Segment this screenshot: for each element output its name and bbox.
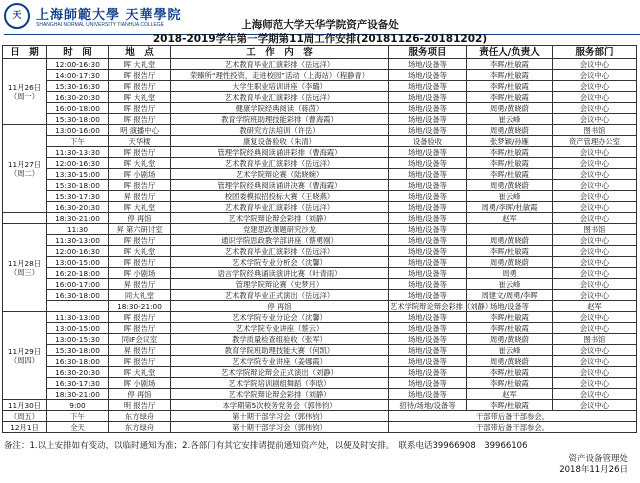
date-cell [3,400,47,411]
time-cell: 12:00-16:30 [47,158,109,169]
service-cell: 招待/场地/设备等 [389,400,467,411]
schedule-table [2,45,637,433]
table-row [3,345,637,356]
note-cell [389,422,637,433]
venue-cell: 明 演播中心 [109,125,171,136]
time-cell: 11:30-13:00 [47,312,109,323]
table-row [3,323,637,334]
header-venue: 地 点 [109,46,171,59]
time-cell: 13:00-15:00 [47,257,109,268]
service-cell: 场地/设备等 [389,180,467,191]
signature-date: 2018年11月26日 [559,465,628,475]
date-label: 12月1日 [10,422,39,432]
venue-cell: 东方绿舟 [109,422,171,433]
weekday-label: （周二） [9,168,40,178]
venue-cell: 昇 第六研讨室 [109,224,171,235]
owner-cell: 李晖/杜敏霞 [467,367,553,378]
service-cell: 场地/设备等 [389,290,467,301]
table-row [3,92,637,103]
table-row [3,213,637,224]
header-time: 时 间 [47,46,109,59]
time-cell: 11:30-13:00 [47,235,109,246]
service-cell: 场地/设备等 [389,334,467,345]
time-cell: 18:30-21:00 [47,389,109,400]
venue-cell: 天华楼 [109,136,171,147]
table-row [3,235,637,246]
venue-cell: 晖 大礼堂 [109,92,171,103]
content-cell: 本学期第5次校务党务会（郭伟钧） [171,400,389,411]
service-cell: 场地/设备等 [389,389,467,400]
service-cell: 场地/设备等 [389,323,467,334]
service-cell: 场地/设备等 [389,114,467,125]
venue-cell: 昇 报告厅 [109,345,171,356]
venue-cell: 停 再馆 [171,301,389,312]
venue-cell: 同IF会议室 [109,334,171,345]
content-cell: 大学生职业培训讲座（李璐） [171,81,389,92]
signature-department: 资产设备管理处 [568,454,628,464]
content-cell: 教育学院班助理技能彩排（曹海霞） [171,114,389,125]
table-row [3,180,637,191]
owner-cell: 李晖/杜敏霞 [467,246,553,257]
owner-cell: 赵军 [553,301,637,312]
note-text: 干部带后备干部参会。 [476,411,549,421]
weekday-label: （周四） [9,355,40,365]
venue-cell: 昇 报告厅 [109,279,171,290]
content-cell: 艺术学院辩论辩会正式演出（刘静） [171,367,389,378]
time-cell: 下午 [47,411,109,422]
time-cell: 9:00 [47,400,109,411]
content-cell: 管理学院经典阅读诵讲决赛（曹海霞） [171,180,389,191]
date-cell [3,213,47,224]
service-cell: 场地/设备等 [389,147,467,158]
header-service: 服务项目 [389,46,467,59]
date-label: 11月29日 [7,346,42,356]
content-cell: 管理学院辩论赛（史梦月） [171,279,389,290]
time-cell: 11:30-13:30 [47,147,109,158]
table-row [3,136,637,147]
time-cell: 15:30-17:30 [47,191,109,202]
table-row [3,334,637,345]
owner-cell: 赵军 [467,213,553,224]
owner-cell: 李晖/杜敏霞 [467,81,553,92]
time-cell: 15:30-16:30 [47,81,109,92]
owner-cell: 李晖/杜敏霞 [467,378,553,389]
department-cell: 图书馆 [553,224,637,235]
time-cell: 18:30-21:00 [109,301,171,312]
service-cell: 场地/设备等 [389,279,467,290]
table-row [3,268,637,279]
department-cell: 会议中心 [553,158,637,169]
table-row [3,389,637,400]
department-cell: 会议中心 [553,257,637,268]
owner-cell: 李晖/杜敏霞 [467,70,553,81]
document-subtitle: 2018-2019学年第一学期第11周工作安排(20181126-20181202) [152,33,488,45]
content-cell: 荣臻所“理性投资，走进校园”活动（上海站）（程静青） [171,70,389,81]
header-owner: 责任人/负责人 [467,46,553,59]
weekday-label: （周一） [9,91,40,101]
owner-cell [467,224,553,235]
service-cell: 场地/设备等 [389,213,467,224]
venue-cell: 晖 报告厅 [109,257,171,268]
department-cell: 会议中心 [553,400,637,411]
owner-cell: 周勇 [467,268,553,279]
service-cell: 场地/设备等 [389,246,467,257]
content-cell: 艺术学院专业分论会（沈馨） [171,312,389,323]
table-row [3,422,637,433]
college-seal-icon: 天 [4,3,30,29]
table-row [3,147,637,158]
venue-cell: 晖 大礼堂 [109,158,171,169]
table-row [3,378,637,389]
owner-cell: 李晖/杜敏霞 [467,92,553,103]
department-cell: 会议中心 [553,81,637,92]
owner-cell: 周勇/黄晓蔚 [467,235,553,246]
venue-cell: 明 报告厅 [109,400,171,411]
service-cell: 场地/设备等 [389,345,467,356]
content-cell: 艺术学院辩论辩会彩排（刘静） [171,213,389,224]
time-cell: 15:30-18:00 [47,114,109,125]
department-cell: 会议中心 [553,367,637,378]
department-cell: 会议中心 [553,70,637,81]
time-cell: 15:30-18:00 [47,345,109,356]
service-cell: 设备验收 [389,136,467,147]
owner-cell: 崔云峰 [467,345,553,356]
content-cell: 艺术教育毕业汇演彩排（岳远洋） [171,59,389,70]
date-cell [47,301,109,312]
service-cell: 场地/设备等 [389,81,467,92]
venue-cell: 晖 报告厅 [109,312,171,323]
weekday-label: （周三） [9,267,40,277]
department-cell: 会议中心 [553,268,637,279]
table-row [3,301,637,312]
time-cell: 13:00-15:00 [47,323,109,334]
content-cell: 校团委模拟招投标大赛（王晓燕） [171,191,389,202]
time-cell: 12:00-16:30 [47,59,109,70]
table-row [3,125,637,136]
table-row [3,202,637,213]
department-cell: 会议中心 [553,235,637,246]
time-cell: 15:30-18:00 [47,180,109,191]
owner-cell: 周勇/李晖/杜敏霞 [467,202,553,213]
department-cell: 会议中心 [553,92,637,103]
owner-cell: 李晖/杜敏霞 [467,158,553,169]
time-cell: 16:20-18:00 [47,268,109,279]
time-cell: 13:00-15:30 [47,334,109,345]
service-cell: 场地/设备等 [389,268,467,279]
table-row [3,114,637,125]
content-cell: 艺术教育毕业汇演彩排（岳远洋） [171,92,389,103]
owner-cell: 周勇/黄晓蔚 [467,125,553,136]
venue-cell: 停 再馆 [109,389,171,400]
department-cell: 会议中心 [553,202,637,213]
content-cell: 艺术学院辩论辩会彩排（刘静） [390,301,493,311]
table-row [3,246,637,257]
content-cell: 艺术教育毕业汇演彩排（岳远洋） [171,246,389,257]
logo-text-cn: 上海師範大學 天華學院 [36,8,182,23]
table-row [3,81,637,92]
table-row [3,224,637,235]
time-cell: 下午 [47,136,109,147]
time-cell: 16:30-20:30 [47,367,109,378]
owner-cell: 张梦颖/孙雁 [467,136,553,147]
content-cell: 艺术学院专业讲座（姜娜霞） [171,356,389,367]
department-cell: 会议中心 [553,312,637,323]
table-header-row [3,46,637,59]
service-cell: 场地/设备等 [389,312,467,323]
content-cell: 艺术学院培训剧组舞蹈（李晗） [171,378,389,389]
service-cell: 场地/设备等 [389,367,467,378]
venue-cell: 晖 报告厅 [109,103,171,114]
venue-cell: 晖 报告厅 [109,235,171,246]
venue-cell: 晖 报告厅 [109,356,171,367]
content-cell: 健康学院经典阅读（蒋茵） [171,103,389,114]
content-cell: 教育学院班助理技能大赛（何凯） [171,345,389,356]
table-row [3,367,637,378]
time-cell: 13:30-15:00 [47,169,109,180]
content-cell: 教研究方法培训（许岳） [171,125,389,136]
venue-cell: 晖 大礼堂 [109,59,171,70]
time-cell: 11:30 [47,224,109,235]
time-cell: 16:30-17:30 [47,378,109,389]
table-row [3,312,637,323]
owner-cell: 周建文/周勇/李晖 [467,290,553,301]
table-row [3,356,637,367]
service-cell: 场地/设备等 [389,158,467,169]
logo-text-en: SHANGHAI NORMAL UNIVERSITY TIANHUA COLLEGE [36,22,164,28]
owner-cell: 李晖/杜敏霞 [467,323,553,334]
time-cell: 16:30-18:00 [47,290,109,301]
date-cell [3,224,47,312]
time-cell: 全天 [47,422,109,433]
venue-cell: 晖 小剧场 [109,268,171,279]
owner-cell: 李晖/杜敏霞 [467,169,553,180]
department-cell: 会议中心 [553,147,637,158]
venue-cell: 同大礼堂 [109,290,171,301]
venue-cell: 停 再馆 [109,213,171,224]
service-cell: 场地/设备等 [389,70,467,81]
table-row [3,158,637,169]
time-cell: 16:30-18:00 [47,356,109,367]
header-date: 日 期 [3,46,47,59]
department-cell: 会议中心 [553,290,637,301]
time-cell: 13:00-16:00 [47,125,109,136]
table-row [3,279,637,290]
owner-cell: 周勇/黄晓蔚 [467,180,553,191]
content-cell: 艺术教育毕业汇演彩排（岳远洋） [171,158,389,169]
department-cell: 图书馆 [553,334,637,345]
time-cell: 14:00-17:30 [47,70,109,81]
service-cell: 场地/设备等 [389,191,467,202]
content-cell: 艺术学院专业分析会（沈馨） [171,257,389,268]
content-cell: 艺术学院辩论辩会彩排（刘静） [171,389,389,400]
department-cell: 会议中心 [553,59,637,70]
footer-note: 备注：1.以上安排如有变动，以临时通知为准；2.各部门有其它安排请提前通知资产处，以便及时安排。 联系电话39966908 39966106 [4,441,528,451]
service-cell: 场地/设备等 [389,125,467,136]
content-cell: 康复设备验收（朱清） [171,136,389,147]
table-row [3,59,637,70]
date-cell [3,411,47,422]
venue-cell: 晖 大礼堂 [109,367,171,378]
date-label: 11月26日 [7,82,42,92]
service-cell: 场地/设备等 [389,257,467,268]
owner-cell: 赵军 [467,389,553,400]
owner-cell: 李晖/杜敏霞 [467,147,553,158]
department-cell: 资产管理办公室 [553,136,637,147]
content-cell: 通识学院思政教学部讲座（蔡勇刚） [171,235,389,246]
time-cell: 16:30-20:30 [47,92,109,103]
table-row [3,257,637,268]
owner-cell: 李晖/杜敏霞 [467,400,553,411]
date-label: 11月27日 [7,159,42,169]
service-cell: 场地/设备等 [389,356,467,367]
venue-cell: 晖 报告厅 [109,81,171,92]
table-row [3,103,637,114]
table-row [3,400,637,411]
note-cell [389,411,637,422]
venue-cell: 晖 报告厅 [109,147,171,158]
venue-cell: 晖 报告厅 [109,114,171,125]
content-cell: 艺术教育毕业正式演出（岳远洋） [171,290,389,301]
header-content: 工 作 内 容 [171,46,389,59]
venue-cell: 晖 小剧场 [109,169,171,180]
department-cell: 会议中心 [553,191,637,202]
table-row [3,169,637,180]
service-cell: 场地/设备等 [467,301,553,312]
content-cell: 艺术学院专业讲座（蔡云） [171,323,389,334]
department-cell: 会议中心 [553,345,637,356]
time-cell: 16:00-18:00 [47,103,109,114]
content-cell: 艺术教育毕业汇演彩排（岳远洋） [171,202,389,213]
department-cell: 会议中心 [553,389,637,400]
time-cell: 16:00-17:00 [47,279,109,290]
header-department: 服务部门 [553,46,637,59]
table-row [3,290,637,301]
department-cell: 图书馆 [553,125,637,136]
content-cell: 管理学院经典阅读诵讲彩排（曹海霞） [171,147,389,158]
department-cell: 会议中心 [553,378,637,389]
date-cell [3,422,47,433]
department-cell: 会议中心 [553,213,637,224]
table-row [3,411,637,422]
time-cell: 16:30-20:30 [47,202,109,213]
owner-cell: 崔云峰 [467,279,553,290]
department-cell: 会议中心 [553,246,637,257]
department-cell: 会议中心 [553,103,637,114]
venue-cell: 昇 报告厅 [109,191,171,202]
document-title: 上海师范大学天华学院资产设备处 [241,19,399,31]
department-cell: 会议中心 [553,114,637,125]
department-cell: 会议中心 [553,279,637,290]
service-cell: 场地/设备等 [389,378,467,389]
service-cell: 场地/设备等 [389,59,467,70]
weekday-label: （周五） [9,411,40,421]
service-cell: 场地/设备等 [389,202,467,213]
venue-cell: 晖 大礼堂 [109,246,171,257]
date-cell [3,59,47,125]
owner-cell: 周勇/黄晓蔚 [467,103,553,114]
date-cell [3,312,47,400]
venue-cell: 晖 报告厅 [109,70,171,81]
content-cell: 第十期干部学习会（郭伟钧） [171,422,389,433]
venue-cell: 晖 小剧场 [109,378,171,389]
service-cell: 场地/设备等 [389,169,467,180]
venue-cell: 晖 报告厅 [109,180,171,191]
content-cell: 语言学院经典诵读演讲比赛（叶青雨） [171,268,389,279]
service-cell: 场地/设备等 [389,92,467,103]
venue-cell: 晖 大礼堂 [109,202,171,213]
content-cell: 第十期干部学习会（郭伟钧） [171,411,389,422]
service-cell: 场地/设备等 [389,235,467,246]
owner-cell: 周勇/黄晓蔚 [467,356,553,367]
owner-cell: 周勇/黄晓蔚 [467,334,553,345]
department-cell: 会议中心 [553,356,637,367]
venue-cell: 东方绿舟 [109,411,171,422]
content-cell: 党建思政课题研究沙龙 [171,224,389,235]
content-cell: 教学质量检查组验收（张军） [171,334,389,345]
table-row [3,191,637,202]
time-cell: 12:00-16:30 [47,246,109,257]
service-cell: 场地/设备等 [389,224,467,235]
date-cell [3,125,47,213]
owner-cell: 李晖/杜敏霞 [467,312,553,323]
owner-cell: 李晖/杜敏霞 [467,59,553,70]
service-cell: 场地/设备等 [389,103,467,114]
content-cell: 艺术学院辩论赛（陆晓婉） [171,169,389,180]
owner-cell: 崔云峰 [467,114,553,125]
date-label: 11月28日 [7,258,42,268]
department-cell: 会议中心 [553,169,637,180]
venue-cell: 晖 报告厅 [109,323,171,334]
department-cell: 会议中心 [553,323,637,334]
table-row [3,70,637,81]
owner-cell: 周勇/黄晓蔚 [467,257,553,268]
owner-cell: 崔云峰 [467,191,553,202]
time-cell: 18:30-21:00 [47,213,109,224]
department-cell: 会议中心 [553,180,637,191]
date-label: 11月30日 [7,400,42,410]
note-text: 干部带后备干部参会。 [476,422,549,432]
